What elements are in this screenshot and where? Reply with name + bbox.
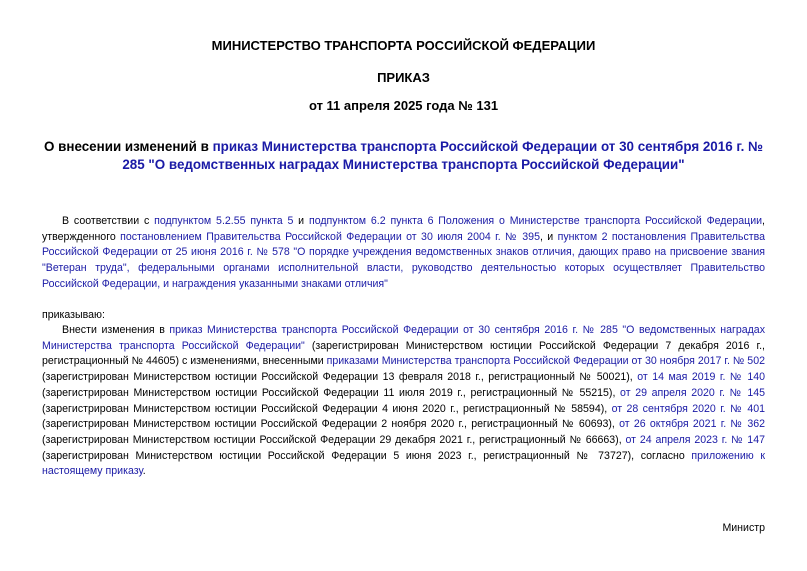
document-type: ПРИКАЗ bbox=[377, 70, 430, 85]
link-order-362[interactable]: от 26 октября 2021 г. № 362 bbox=[619, 418, 765, 431]
order-paragraph bbox=[42, 323, 765, 480]
order-text-4: (зарегистрирован Министерством юстиции Российской Федерации 11 июля 2019 г., регистрационный № 55215), bbox=[42, 386, 621, 399]
link-order-401[interactable]: от 28 сентября 2020 г. № 401 bbox=[611, 402, 765, 415]
link-order-285[interactable]: приказ Министерства транспорта Российской Федерации от 30 сентября 2016 г. № 285 "О ведомственных наградах Министерства транспорта Российской Федерации" bbox=[42, 324, 765, 352]
order-text-7: (зарегистрирован Министерством юстиции Российской Федерации 29 декабря 2021 г., регистрационный № 66663), bbox=[42, 433, 626, 446]
title-prefix: О внесении изменений в bbox=[44, 139, 213, 154]
link-order-147[interactable]: от 24 апреля 2023 г. № 147 bbox=[625, 433, 765, 446]
basis-text-1: В соответствии с bbox=[62, 215, 155, 227]
basis-text-2: и bbox=[293, 215, 309, 227]
order-word: приказываю: bbox=[42, 309, 105, 321]
basis-text-4: , и bbox=[539, 230, 558, 243]
order-text-9: . bbox=[142, 465, 146, 478]
basis-paragraph bbox=[42, 214, 765, 293]
ministry-heading: МИНИСТЕРСТВО ТРАНСПОРТА РОССИЙСКОЙ ФЕДЕРАЦИИ bbox=[211, 38, 596, 53]
link-order-145[interactable]: от 29 апреля 2020 г. № 145 bbox=[620, 386, 765, 399]
signature-minister: Министр bbox=[722, 522, 765, 534]
link-subpoint-6-2[interactable]: подпунктом 6.2 пункта 6 Положения о Министерстве транспорта Российской Федерации bbox=[308, 215, 763, 227]
order-text-2: (зарегистрирован Министерством юстиции Российской Федерации 7 декабря 2016 г., регистрационный № 44605) с изменениями, внесенными bbox=[42, 339, 765, 368]
link-decree-395[interactable]: постановлением Правительства Российской Федерации от 30 июля 2004 г. № 395 bbox=[120, 230, 540, 243]
order-text-8: (зарегистрирован Министерством юстиции Российской Федерации 5 июня 2023 г., регистрационный № 73727), согласно bbox=[42, 449, 692, 462]
order-text-6: (зарегистрирован Министерством юстиции Российской Федерации 2 ноября 2020 г., регистрационный № 60693), bbox=[42, 418, 620, 431]
document-date-number: от 11 апреля 2025 года № 131 bbox=[308, 98, 499, 113]
basis-text-3: , утвержденного bbox=[42, 215, 765, 243]
link-subpoint-5-2-55[interactable]: подпунктом 5.2.55 пункта 5 bbox=[154, 215, 294, 227]
link-decree-578[interactable]: пунктом 2 постановления Правительства Российской Федерации от 25 июня 2016 г. № 578 "О порядке учреждения ведомственных знаков отличия, дающих право на присвоение звания "Ветеран труда", федеральными органами исполнительной власти, руководство деятельностью которых осуществляет Правительство Российской Федерации, и награждения указанными знаками отличия" bbox=[42, 230, 765, 290]
title-link-order-285[interactable]: приказ Министерства транспорта Российской Федерации от 30 сентября 2016 г. № 285 "О ведомственных наградах Министерства транспорта Российской Федерации" bbox=[122, 139, 763, 172]
order-text-1: Внести изменения в bbox=[62, 324, 170, 336]
link-order-502[interactable]: приказами Министерства транспорта Российской Федерации от 30 ноября 2017 г. № 502 bbox=[326, 355, 765, 368]
order-text-3: (зарегистрирован Министерством юстиции Российской Федерации 13 февраля 2018 г., регистрационный № 50021), bbox=[42, 371, 638, 384]
document-title bbox=[42, 138, 765, 174]
order-text-5: (зарегистрирован Министерством юстиции Российской Федерации 4 июня 2020 г., регистрационный № 58594), bbox=[42, 402, 612, 415]
link-order-140[interactable]: от 14 мая 2019 г. № 140 bbox=[637, 371, 765, 384]
link-appendix[interactable]: приложению к настоящему приказу bbox=[42, 449, 766, 478]
